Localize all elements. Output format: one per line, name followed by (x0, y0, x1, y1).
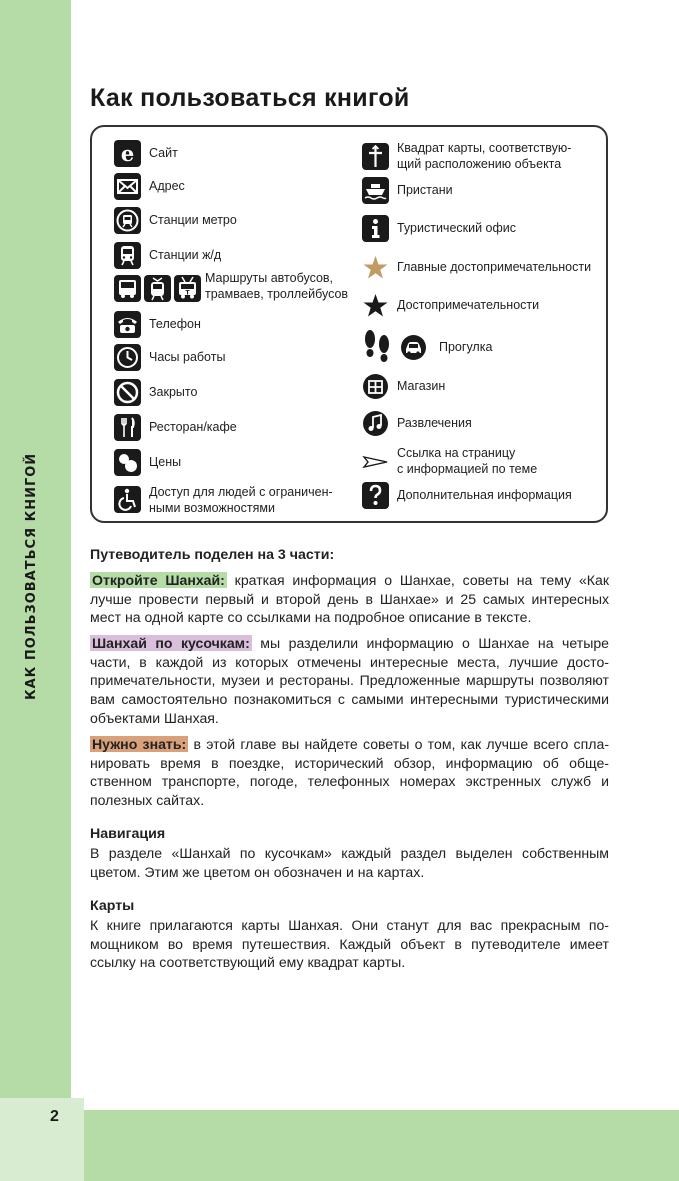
part-text: краткая информация о Шанхае, советы на тему «Как лучше провести первый и второй день в Шанхае» и 25 самых интересных мест на одной карте со ссылками на подробное описание в тексте. (90, 572, 610, 626)
legend-label: Станции метро (149, 213, 237, 227)
ferry-icon (362, 177, 389, 204)
legend-label: Ссылка на страницу с информацией по теме (397, 446, 538, 476)
page-title: Как пользоваться книгой (90, 84, 410, 112)
legend-label: Главные достопримечательности (397, 260, 592, 274)
legend-item-metro (114, 207, 237, 234)
page-link-icon (362, 448, 389, 475)
part-tag-need-to-know: Нужно знать: (92, 736, 187, 752)
legend-item-sights (362, 292, 539, 319)
legend-label: Адрес (149, 179, 185, 193)
website-icon (114, 140, 141, 167)
clock-icon (114, 344, 141, 371)
legend-item-page-link (362, 445, 537, 477)
music-icon (362, 410, 389, 437)
legend-label: Ресторан/кафе (149, 420, 237, 434)
legend-item-closed (114, 379, 197, 406)
legend-label: Доступ для людей с ограничен- ными возможностями (149, 485, 333, 515)
bottom-bar (84, 1110, 679, 1181)
part-open-shanghai (90, 571, 609, 627)
telephone-icon (114, 311, 141, 338)
page-number-box (0, 1098, 84, 1181)
legend-item-website (114, 140, 178, 167)
legend-label: Прогулка (439, 339, 493, 354)
svg-text:e: e (120, 141, 135, 166)
train-icon (114, 242, 141, 269)
legend-item-transport (114, 271, 349, 302)
footprints-icon (362, 327, 392, 367)
legend-item-accessibility (114, 482, 333, 516)
navigation-heading: Навигация (90, 826, 166, 842)
legend-label: Достопримечательности (397, 298, 540, 312)
legend-item-restaurant (114, 414, 237, 441)
legend-label: Квадрат карты, соответствую- щий расположению объекта (397, 141, 572, 171)
question-icon (362, 482, 389, 509)
map-grid-icon (362, 143, 389, 170)
bus-icon (114, 275, 141, 302)
legend-label: Часы работы (149, 350, 226, 364)
legend-item-more-info (362, 482, 572, 509)
trolleybus-icon (174, 275, 201, 302)
legend-item-ferry (362, 177, 453, 204)
legend-label: Развлечения (397, 416, 472, 430)
legend-item-shop (362, 373, 445, 400)
legend-item-map-grid (362, 140, 587, 172)
part-shanghai-pieces (90, 634, 609, 728)
legend-item-entertainment (362, 410, 472, 437)
legend-item-address (114, 173, 185, 200)
legend-item-info (362, 215, 516, 242)
section-side-label: КАК ПОЛЬЗОВАТЬСЯ КНИГОЙ (24, 452, 39, 700)
legend-item-telephone (114, 311, 201, 338)
legend-label: Маршруты автобусов, трамваев, троллейбусов (205, 271, 349, 301)
part-text: в этой главе вы найдете советы о том, как лучше всего спланировать время в поездке, исторический обзор, информацию об общественном транспорте, погоде, телефонных номерах экстренных служб и полезных сайтах. (90, 736, 610, 809)
legend-item-hours (114, 344, 225, 371)
maps-text: К книге прилагаются карты Шанхая. Они станут для вас прекрасным помощником во время путешествия. Каждый объект в путеводителе имеет ссылку на соответствующий ему квадрат карты. (90, 917, 609, 971)
legend-item-train (114, 242, 221, 269)
legend-item-prices (114, 449, 181, 476)
closed-icon (114, 379, 141, 406)
part-text: мы разделили информацию о Шанхае на четыре части, в каждой из которых отмечены интересные места, лучшие достопримечательности, музеи и рестораны. Предложенные маршруты позволяют вам самостоятельно познакомиться с самыми интересными туристическими объектами Шанхая. (90, 635, 610, 726)
star-icon (362, 292, 389, 319)
star-main-icon (362, 254, 389, 281)
car-icon (400, 334, 427, 361)
maps-heading: Карты (90, 898, 135, 914)
tram-icon (144, 275, 171, 302)
legend-label: Пристани (397, 183, 453, 197)
legend-label: Станции ж/д (149, 248, 222, 262)
intro-heading: Путеводитель поделен на 3 части: (90, 547, 335, 563)
shop-icon (362, 373, 389, 400)
legend-label: Дополнительная информация (397, 488, 572, 502)
legend-label: Цены (149, 455, 182, 469)
fork-knife-icon (114, 414, 141, 441)
legend-item-walk (362, 327, 492, 367)
part-tag-shanghai-pieces: Шанхай по кусочкам: (92, 635, 250, 651)
page-number: 2 (50, 1108, 59, 1125)
legend-label: Туристический офис (397, 221, 517, 235)
envelope-icon (114, 173, 141, 200)
svg-text:T: T (185, 289, 190, 296)
wheelchair-icon (114, 486, 141, 513)
legend-label: Сайт (149, 146, 178, 160)
info-icon (362, 215, 389, 242)
metro-icon (114, 207, 141, 234)
legend-label: Магазин (397, 379, 446, 393)
part-tag-open-shanghai: Откройте Шанхай: (92, 572, 225, 588)
part-need-to-know (90, 735, 609, 810)
legend-item-main-sights (362, 254, 591, 281)
coins-icon (114, 449, 141, 476)
legend-label: Телефон (149, 317, 201, 331)
navigation-text: В разделе «Шанхай по кусочкам» каждый раздел выделен собственным цветом. Этим же цветом он обозначен и на картах. (90, 845, 609, 880)
legend-label: Закрыто (149, 385, 198, 399)
